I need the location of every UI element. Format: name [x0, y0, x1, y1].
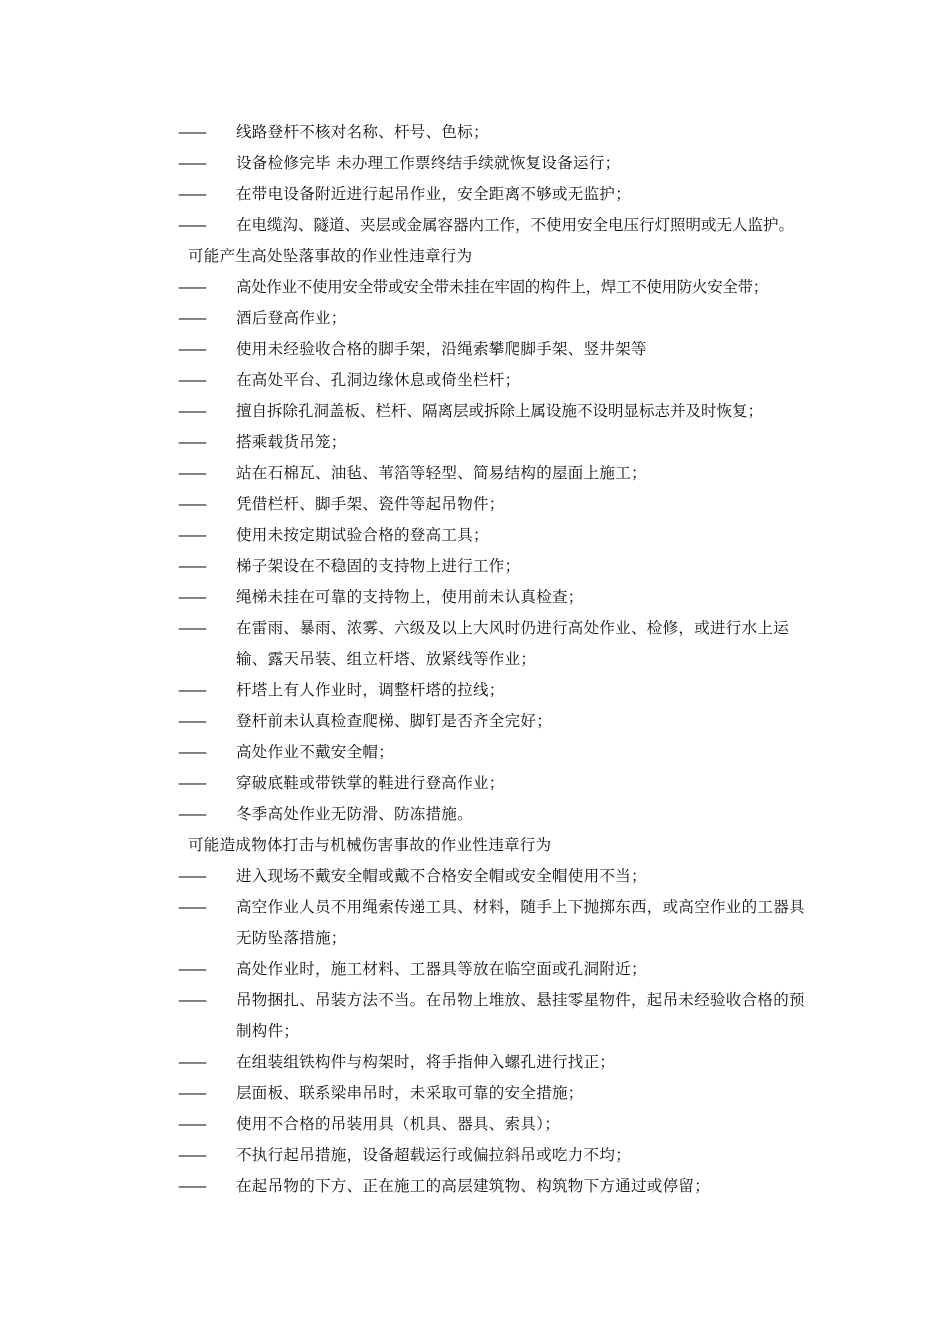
list-item [0, 1078, 811, 1109]
dash-marker: —— [178, 526, 205, 544]
dash-marker: —— [178, 960, 205, 978]
dash-marker: —— [178, 588, 205, 606]
dash-marker: —— [178, 1177, 205, 1195]
item-text: 高处作业不使用安全带或安全带未挂在牢固的构件上，焊工不使用防火安全带； [236, 278, 769, 296]
item-text: 在电缆沟、隧道、夹层或金属容器内工作，不使用安全电压行灯照明或无人监护。 [236, 216, 795, 234]
item-text: 穿破底鞋或带铁掌的鞋进行登高作业； [236, 774, 505, 792]
dash-marker: —— [178, 557, 205, 575]
list-item [0, 365, 811, 396]
list-item [0, 1171, 811, 1202]
list-item [0, 861, 811, 892]
list-item [0, 303, 811, 334]
list-item [0, 799, 811, 830]
dash-marker: —— [178, 123, 205, 141]
dash-marker: —— [178, 185, 205, 203]
list-item [0, 148, 811, 179]
dash-marker: —— [178, 402, 205, 420]
list-item [0, 210, 811, 241]
item-text: 线路登杆不核对名称、杆号、色标； [236, 123, 489, 141]
dash-marker: —— [178, 1146, 205, 1164]
dash-marker: —— [178, 278, 205, 296]
section-fall-from-height [0, 241, 950, 830]
item-text: 冬季高处作业无防滑、防冻措施。 [236, 805, 474, 823]
item-text: 设备检修完毕 未办理工作票终结手续就恢复设备运行； [236, 154, 621, 172]
item-text: 梯子架设在不稳固的支持物上进行工作； [236, 557, 521, 575]
list-item [0, 458, 811, 489]
section-object-strike [0, 830, 950, 1202]
dash-marker: —— [178, 464, 205, 482]
list-item [0, 1109, 811, 1140]
item-text: 进入现场不戴安全帽或戴不合格安全帽或安全帽使用不当； [236, 867, 647, 885]
list-item [0, 613, 811, 675]
document-page [0, 117, 950, 1202]
list-item [0, 1047, 811, 1078]
item-text: 吊物捆扎、吊装方法不当。在吊物上堆放、悬挂零星物件，起吊未经验收合格的预制构件； [236, 991, 805, 1040]
list-item [0, 768, 811, 799]
list-item [0, 985, 811, 1047]
dash-marker: —— [178, 774, 205, 792]
dash-marker: —— [178, 495, 205, 513]
list-item [0, 551, 811, 582]
dash-marker: —— [178, 1115, 205, 1133]
list-item [0, 179, 811, 210]
list-item [0, 272, 811, 303]
dash-marker: —— [178, 216, 205, 234]
section-heading: 可能产生高处坠落事故的作业性违章行为 [188, 247, 473, 265]
dash-marker: —— [178, 867, 205, 885]
dash-marker: —— [178, 340, 205, 358]
list-item [0, 892, 811, 954]
item-text: 在带电设备附近进行起吊作业，安全距离不够或无监护； [236, 185, 632, 203]
list-item [0, 1140, 811, 1171]
item-text: 高空作业人员不用绳索传递工具、材料，随手上下抛掷东西，或高空作业的工器具无防坠落措施； [236, 898, 805, 947]
dash-marker: —— [178, 991, 205, 1009]
list-item [0, 954, 811, 985]
dash-marker: —— [178, 743, 205, 761]
dash-marker: —— [178, 1084, 205, 1102]
list-item [0, 520, 811, 551]
item-text: 高处作业不戴安全帽； [236, 743, 395, 761]
section-electrical [0, 117, 950, 241]
list-item [0, 396, 811, 427]
dash-marker: —— [178, 805, 205, 823]
dash-marker: —— [178, 433, 205, 451]
item-text: 在组装组铁构件与构架时，将手指伸入螺孔进行找正； [236, 1053, 616, 1071]
item-text: 登杆前未认真检查爬梯、脚钉是否齐全完好； [236, 712, 553, 730]
item-text: 在起吊物的下方、正在施工的高层建筑物、构筑物下方通过或停留； [236, 1177, 711, 1195]
item-text: 酒后登高作业； [236, 309, 347, 327]
item-text: 使用不合格的吊装用具（机具、器具、索具）； [236, 1115, 561, 1133]
dash-marker: —— [178, 712, 205, 730]
list-item [0, 706, 811, 737]
list-item [0, 675, 811, 706]
item-text: 搭乘载货吊笼； [236, 433, 347, 451]
item-text: 层面板、联系梁串吊时，未采取可靠的安全措施； [236, 1084, 584, 1102]
item-text: 站在石棉瓦、油毡、苇箔等轻型、简易结构的屋面上施工； [236, 464, 647, 482]
dash-marker: —— [178, 371, 205, 389]
item-text: 在雷雨、暴雨、浓雾、六级及以上大风时仍进行高处作业、检修，或进行水上运输、露天吊装、组立杆塔、放紧线等作业； [236, 619, 790, 668]
item-text: 使用未按定期试验合格的登高工具； [236, 526, 489, 544]
dash-marker: —— [178, 898, 205, 916]
dash-marker: —— [178, 1053, 205, 1071]
item-text: 不执行起吊措施，设备超载运行或偏拉斜吊或吃力不均； [236, 1146, 632, 1164]
item-text: 擅自拆除孔洞盖板、栏杆、隔离层或拆除上属设施不设明显标志并及时恢复； [236, 402, 764, 420]
list-item [0, 582, 811, 613]
dash-marker: —— [178, 309, 205, 327]
item-text: 绳梯未挂在可靠的支持物上，使用前未认真检查； [236, 588, 584, 606]
item-text: 凭借栏杆、脚手架、瓷件等起吊物件； [236, 495, 505, 513]
item-text: 杆塔上有人作业时，调整杆塔的拉线； [236, 681, 505, 699]
dash-marker: —— [178, 681, 205, 699]
list-item [0, 117, 811, 148]
list-item [0, 334, 811, 365]
item-text: 高处作业时，施工材料、工器具等放在临空面或孔洞附近； [236, 960, 647, 978]
list-item [0, 737, 811, 768]
item-text: 使用未经验收合格的脚手架，沿绳索攀爬脚手架、竖井架等 [236, 340, 647, 358]
list-item [0, 427, 811, 458]
item-text: 在高处平台、孔洞边缘休息或倚坐栏杆； [236, 371, 521, 389]
list-item [0, 489, 811, 520]
dash-marker: —— [178, 619, 205, 637]
section-heading: 可能造成物体打击与机械伤害事故的作业性违章行为 [188, 836, 552, 854]
dash-marker: —— [178, 154, 205, 172]
